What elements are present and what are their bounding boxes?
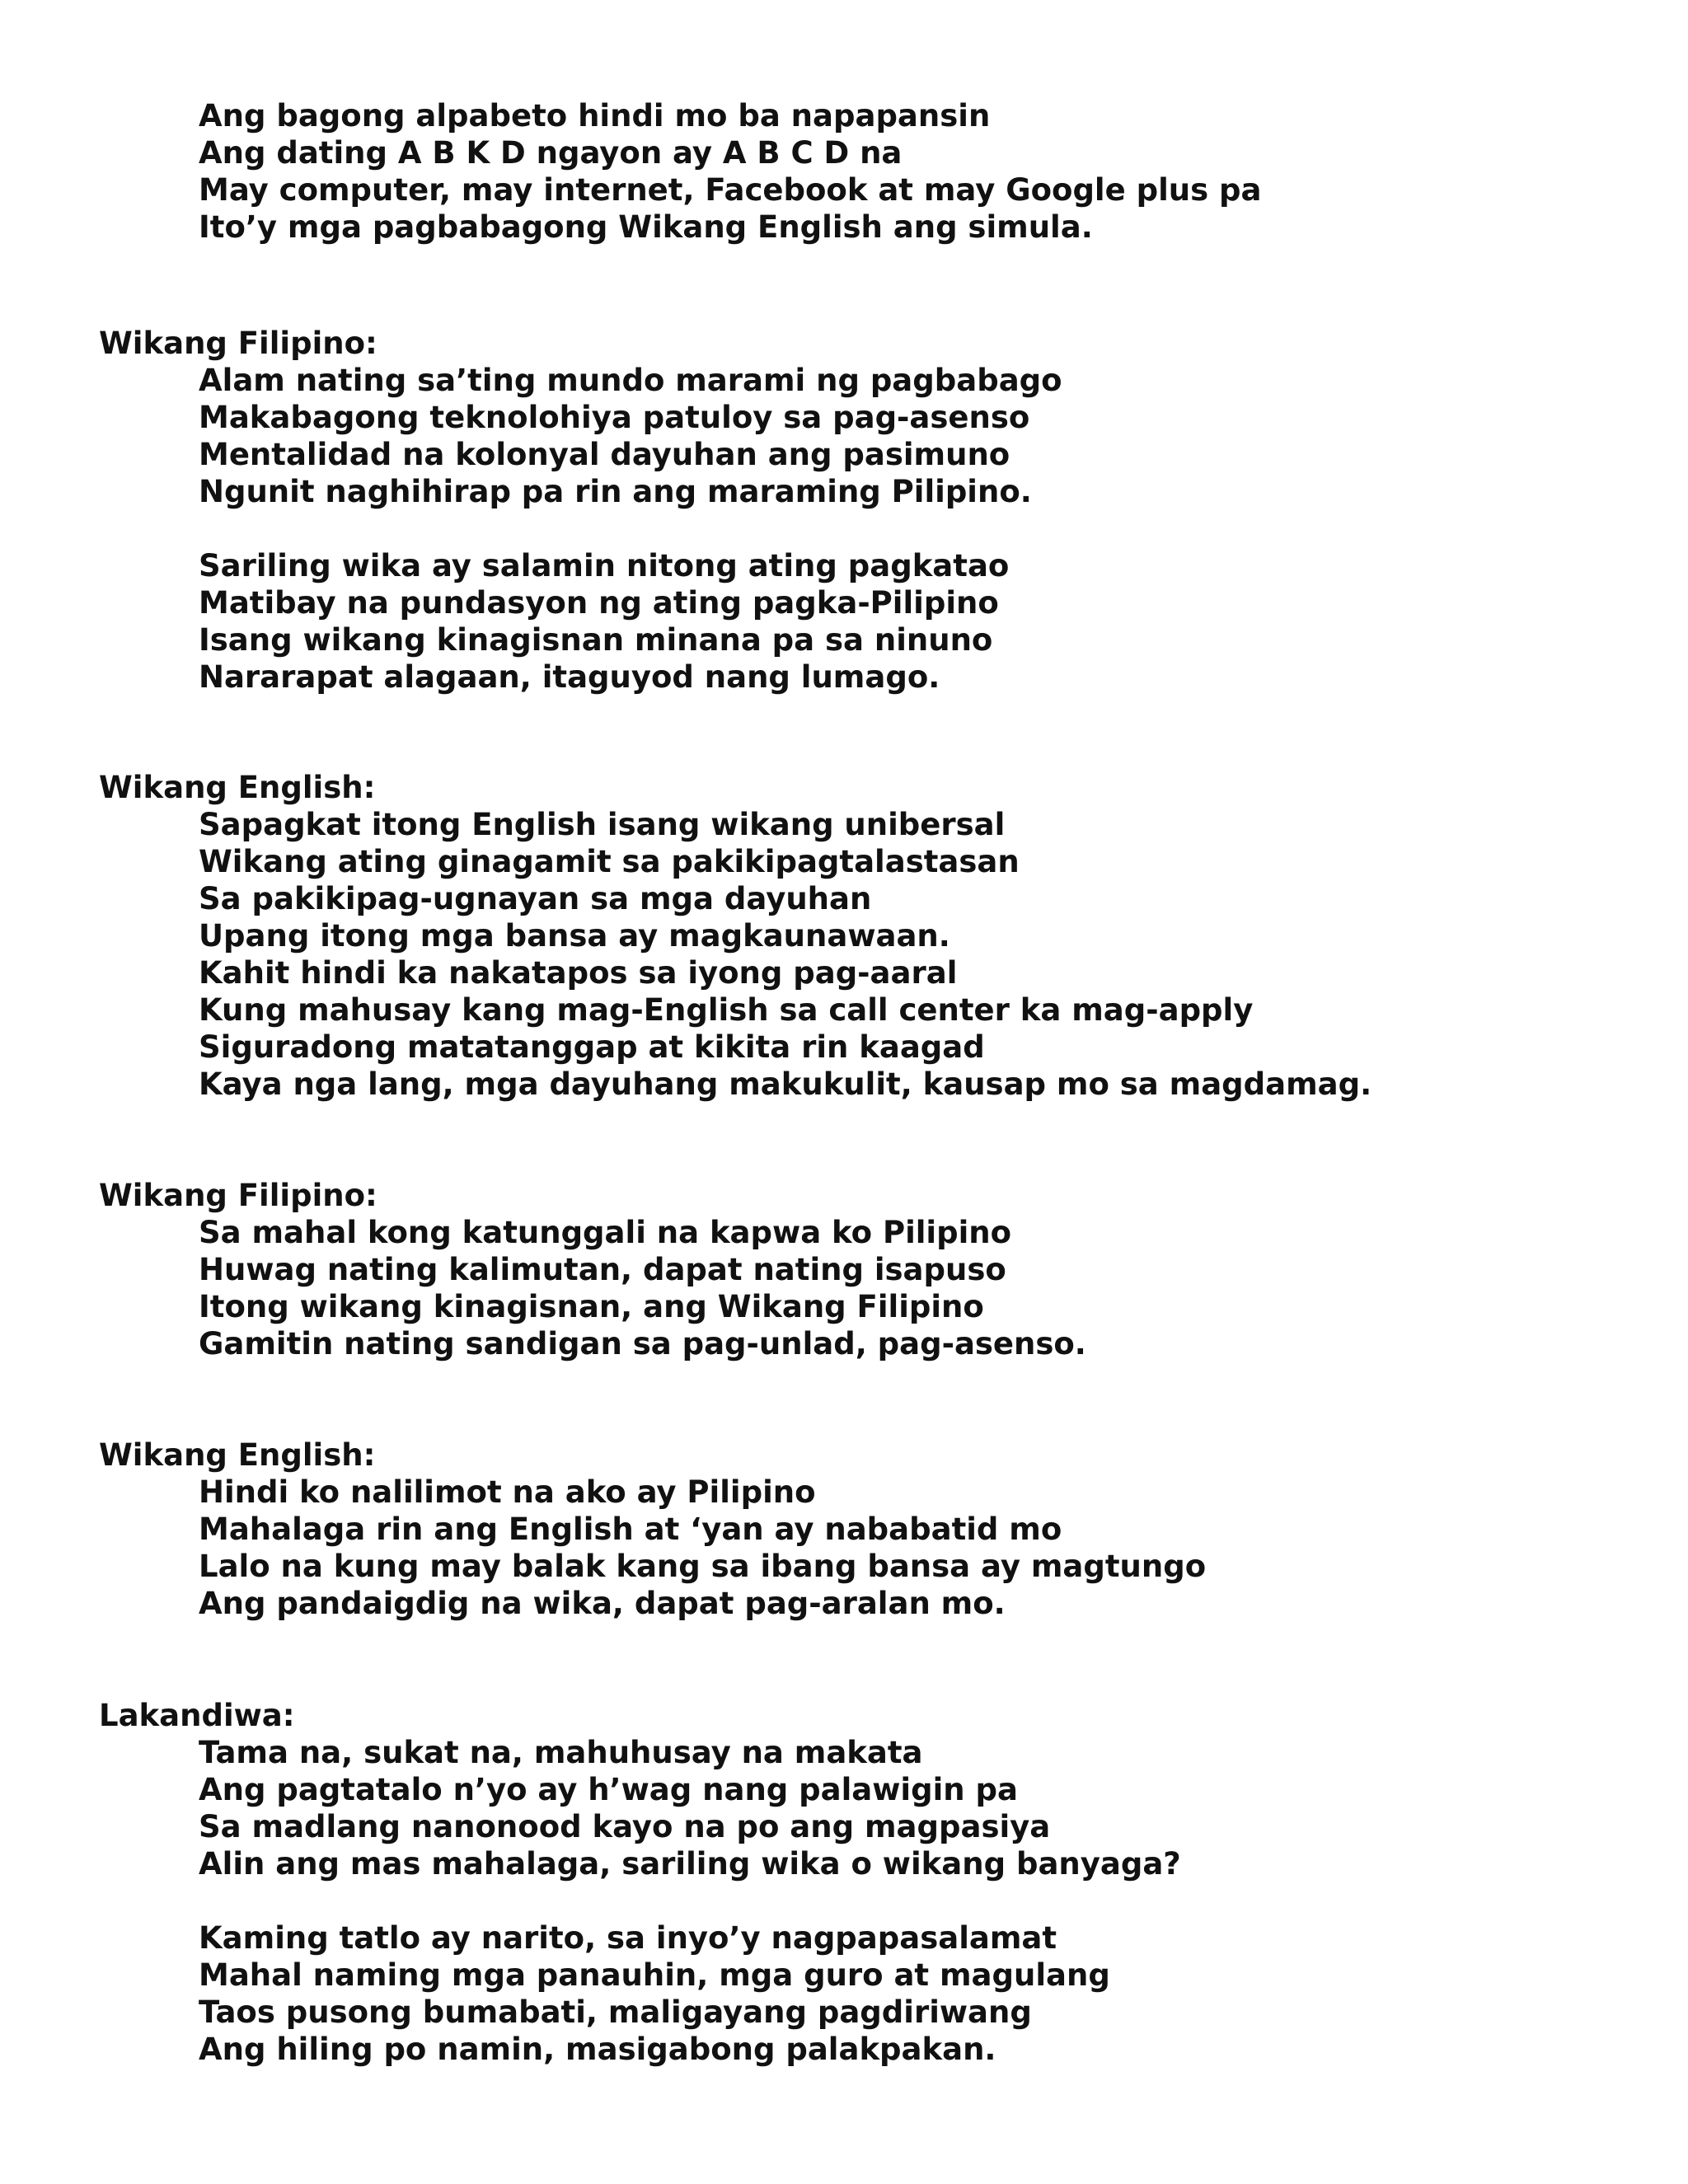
verse-line: May computer, may internet, Facebook at may Google plus pa (199, 172, 1262, 208)
stanza (99, 97, 1632, 246)
verse-line: Alam nating sa’ting mundo marami ng pagbabago (199, 363, 1062, 398)
verse-line: Taos pusong bumabati, maligayang pagdiriwang (199, 1994, 1032, 2030)
verse-line: Upang itong mga bansa ay magkaunawaan. (199, 918, 950, 954)
verse-line: Siguradong matatanggap at kikita rin kaagad (199, 1029, 985, 1065)
verse-line: Matibay na pundasyon ng ating pagka-Pilipino (199, 585, 999, 621)
poem-section-opening (99, 97, 1632, 246)
poem-section-wikang-english (99, 769, 1632, 1103)
verse-line: Ito’y mga pagbabagong Wikang English ang simula. (199, 209, 1093, 245)
verse-line: Mahal naming mga panauhin, mga guro at magulang (199, 1957, 1110, 1993)
speaker-label: Wikang English: (99, 770, 376, 805)
verse-line: Ang pandaigdig na wika, dapat pag-aralan mo. (199, 1586, 1006, 1621)
verse-line: Alin ang mas mahalaga, sariling wika o wikang banyaga? (199, 1846, 1181, 1882)
verse-line: Lalo na kung may balak kang sa ibang bansa ay magtungo (199, 1549, 1207, 1584)
verse-line: Makabagong teknolohiya patuloy sa pag-asenso (199, 400, 1030, 435)
verse-line: Mentalidad na kolonyal dayuhan ang pasimuno (199, 437, 1010, 472)
verse-line: Gamitin nating sandigan sa pag-unlad, pag-asenso. (199, 1326, 1086, 1361)
verse-line: Sa madlang nanonood kayo na po ang magpasiya (199, 1809, 1051, 1844)
speaker-label: Wikang Filipino: (99, 1178, 377, 1213)
verse-line: Ang pagtatalo n’yo ay h’wag nang palawigin pa (199, 1772, 1018, 1807)
poem-section-lakandiwa (99, 1697, 1632, 2068)
verse-line: Ang bagong alpabeto hindi mo ba napapansin (199, 98, 991, 134)
speaker-label: Lakandiwa: (99, 1698, 295, 1733)
stanza (99, 547, 1632, 696)
verse-line: Mahalaga rin ang English at ‘yan ay nababatid mo (199, 1511, 1062, 1547)
speaker-label: Wikang English: (99, 1437, 376, 1473)
verse-line: Sa mahal kong katunggali na kapwa ko Pilipino (199, 1215, 1012, 1250)
poem-section-wikang-filipino (99, 325, 1632, 696)
verse-line: Huwag nating kalimutan, dapat nating isapuso (199, 1252, 1006, 1287)
verse-line: Sariling wika ay salamin nitong ating pagkatao (199, 548, 1010, 583)
verse-line: Wikang ating ginagamit sa pakikipagtalastasan (199, 844, 1020, 879)
verse-line: Isang wikang kinagisnan minana pa sa ninuno (199, 622, 993, 658)
verse-line: Kahit hindi ka nakatapos sa iyong pag-aaral (199, 955, 958, 991)
stanza (99, 362, 1632, 510)
stanza (99, 806, 1632, 1103)
poem-section-wikang-filipino-2 (99, 1177, 1632, 1362)
stanza (99, 1734, 1632, 1882)
verse-line: Nararapat alagaan, itaguyod nang lumago. (199, 659, 940, 695)
verse-line: Tama na, sukat na, mahuhusay na makata (199, 1735, 923, 1770)
verse-line: Itong wikang kinagisnan, ang Wikang Filipino (199, 1289, 984, 1324)
verse-line: Sapagkat itong English isang wikang unibersal (199, 807, 1006, 842)
verse-line: Ang dating A B K D ngayon ay A B C D na (199, 135, 903, 171)
verse-line: Kaming tatlo ay narito, sa inyo’y nagpapasalamat (199, 1920, 1057, 1956)
stanza (99, 1214, 1632, 1362)
verse-line: Kung mahusay kang mag-English sa call center ka mag-apply (199, 992, 1254, 1028)
verse-line: Ang hiling po namin, masigabong palakpakan. (199, 2032, 996, 2067)
poem-section-wikang-english-2 (99, 1436, 1632, 1622)
verse-line: Ngunit naghihirap pa rin ang maraming Pilipino. (199, 474, 1032, 509)
verse-line: Sa pakikipag-ugnayan sa mga dayuhan (199, 881, 872, 916)
verse-line: Hindi ko nalilimot na ako ay Pilipino (199, 1474, 816, 1510)
stanza (99, 1474, 1632, 1622)
verse-line: Kaya nga lang, mga dayuhang makukulit, kausap mo sa magdamag. (199, 1066, 1372, 1102)
speaker-label: Wikang Filipino: (99, 326, 377, 361)
stanza (99, 1919, 1632, 2068)
